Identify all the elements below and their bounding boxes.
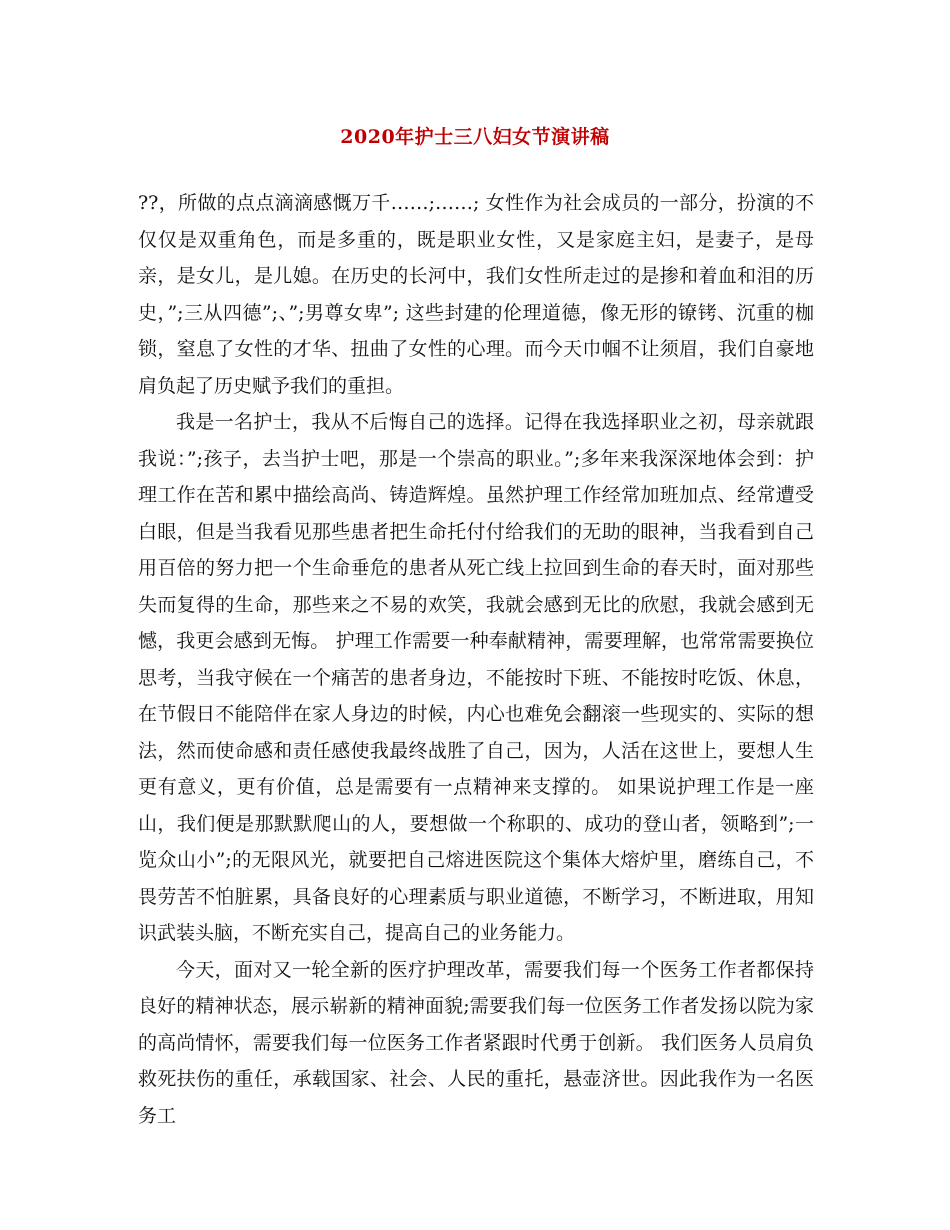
document-title: 2020年护士三八妇女节演讲稿 xyxy=(340,126,610,148)
paragraph-3: 今天，面对又一轮全新的医疗护理改革，需要我们每一个医务工作者都保持良好的精神状态，展示崭新的精神面貌;需要我们每一位医务工作者发扬以院为家的高尚情怀，需要我们每一位医务工作者紧跟时代勇于创新。 我们医务人员肩负救死扶伤的重任，承载国家、社会、人民的重托，悬壶济世。因此我作为一名医务工 xyxy=(138,958,814,1127)
document-body xyxy=(138,185,814,1134)
paragraph-2: 我是一名护士，我从不后悔自己的选择。记得在我选择职业之初，母亲就跟我说：”;孩子，去当护士吧，那是一个崇高的职业。”;多年来我深深地体会到：护理工作在苦和累中描绘高尚、铸造辉煌。虽然护理工作经常加班加点、经常遭受白眼，但是当我看见那些患者把生命托付付给我们的无助的眼神，当我看到自己用百倍的努力把一个生命垂危的患者从死亡线上拉回到生命的春天时，面对那些失而复得的生命，那些来之不易的欢笑，我就会感到无比的欣慰，我就会感到无憾，我更会感到无悔。 护理工作需要一种奉献精神，需要理解，也常常需要换位思考，当我守候在一个痛苦的患者身边，不能按时下班、不能按时吃饭、休息，在节假日不能陪伴在家人身边的时候，内心也难免会翻滚一些现实的、实际的想法，然而使命感和责任感使我最终战胜了自己，因为，人活在这世上，要想人生更有意义，更有价值，总是需要有一点精神来支撑的。 如果说护理工作是一座山，我们便是那默默爬山的人，要想做一个称职的、成功的登山者，领略到”;一览众山小”;的无限风光，就要把自己熔进医院这个集体大熔炉里，磨练自己，不畏劳苦不怕脏累，具备良好的心理素质与职业道德，不断学习，不断进取，用知识武装头脑，不断充实自己，提高自己的业务能力。 xyxy=(138,411,814,944)
paragraph-1: ??，所做的点点滴滴感慨万千……;……; 女性作为社会成员的一部分，扮演的不仅仅是双重角色，而是多重的，既是职业女性，又是家庭主妇，是妻子，是母亲，是女儿，是儿媳。在历史的长河中，我们女性所走过的是掺和着血和泪的历史，”;三从四德”;、”;男尊女卑”; 这些封建的伦理道德，像无形的镣铐、沉重的枷锁，窒息了女性的才华、扭曲了女性的心理。而今天巾帼不让须眉，我们自豪地肩负起了历史赋予我们的重担。 xyxy=(138,192,814,397)
